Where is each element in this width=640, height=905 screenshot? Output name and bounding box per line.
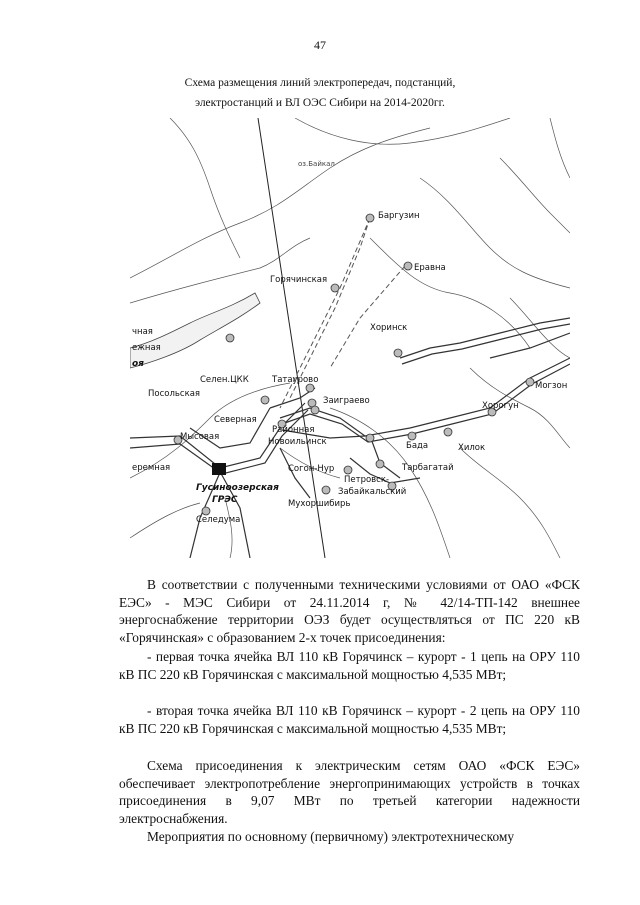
map-label-baikal: оз.Байкал: [298, 160, 335, 168]
map-title-line-1: Схема размещения линий электропередач, подстанций,: [184, 77, 456, 89]
map-label-khilok: Хилок: [458, 443, 486, 453]
map-label-mysovaya: Мысовая: [180, 432, 220, 442]
map-label-gres: ГРЭС: [212, 495, 238, 505]
map-label-mogzon: Могзон: [535, 381, 568, 391]
map-label-tarbagatay: Тарбагатай: [402, 463, 454, 473]
map-label-barguzin: Баргузин: [378, 211, 420, 221]
paragraph-3: [119, 702, 580, 737]
page-number: 47: [314, 38, 326, 52]
map-label-khorinsk: Хоринск: [370, 323, 408, 333]
map-label-ezhnaya: ежная: [132, 343, 161, 353]
map-label-oya: оя: [132, 359, 144, 369]
power-grid-map: [130, 118, 570, 558]
map-label-severnaya: Северная: [214, 415, 257, 425]
map-drawing: [130, 118, 570, 558]
map-label-erovno: Еравна: [414, 263, 446, 273]
paragraph-5: [119, 828, 580, 846]
map-label-bada: Бада: [406, 441, 429, 451]
map-label-posolskaya: Посольская: [148, 389, 201, 399]
paragraph-5-text: Мероприятия по основному (первичному) электротехническому: [147, 829, 515, 844]
map-label-seleduma: Селедума: [196, 515, 241, 525]
gres-marker: [212, 463, 226, 475]
map-label-mukhorshibir: Мухоршибирь: [288, 499, 351, 509]
paragraph-4-text: Схема присоединения к электрическим сетям ОАО «ФСК ЕЭС» обеспечивает электропотребление энергопринимающих устройств в точках присоединения в 9,07 МВт по третьей категории надежности электроснабжения.: [119, 758, 580, 826]
paragraph-3-text: - вторая точка ячейка ВЛ 110 кВ Горячинск – курорт - 2 цепь на ОРУ 110 кВ ПС 220 кВ Горячинская с максимальной мощностью 4,535 МВт;: [119, 703, 580, 736]
map-label-sogon-nur: Согон-Нур: [288, 464, 335, 474]
map-label-novoilinsk: Новоильинск: [268, 437, 327, 447]
paragraph-1: [119, 576, 580, 646]
map-label-selen-tsk: Селен.ЦКК: [200, 375, 249, 385]
map-label-tataurovo: Татаурово: [272, 375, 319, 385]
map-label-goryachinskaya: Горячинская: [270, 275, 328, 285]
paragraph-1-text: В соответствии с полученными техническими условиями от ОАО «ФСК ЕЭС» - МЭС Сибири от 24.11.2014 г, № 42/14-ТП-142 внешнее энергоснабжение территории ОЭЗ будет осуществляться от ПС 220 кВ «Горячинская» с образованием 2-х точек присоединения:: [119, 577, 580, 645]
paragraph-2-text: - первая точка ячейка ВЛ 110 кВ Горячинск – курорт - 1 цепь на ОРУ 110 кВ ПС 220 кВ Горячинская с максимальной мощностью 4,535 МВт;: [119, 649, 580, 682]
map-label-khorogun: Хорогун: [482, 401, 519, 411]
map-label-petrovsk: Петровск-: [344, 475, 390, 485]
map-label-chnaya: чная: [132, 327, 153, 337]
map-label-zabaikalsky: Забайкальский: [338, 487, 407, 497]
map-label-gusinoozerskaya: Гусиноозерская: [196, 483, 279, 493]
paragraph-4: [119, 757, 580, 827]
map-label-zaigraevo: Заиграево: [323, 396, 370, 406]
map-label-eremnaya: еремная: [132, 463, 171, 473]
substation-markers: [174, 214, 534, 515]
map-title-line-2: электростанций и ВЛ ОЭС Сибири на 2014-2020гг.: [195, 97, 445, 109]
map-label-rayonnaya: Районная: [272, 425, 315, 435]
paragraph-2: [119, 648, 580, 683]
